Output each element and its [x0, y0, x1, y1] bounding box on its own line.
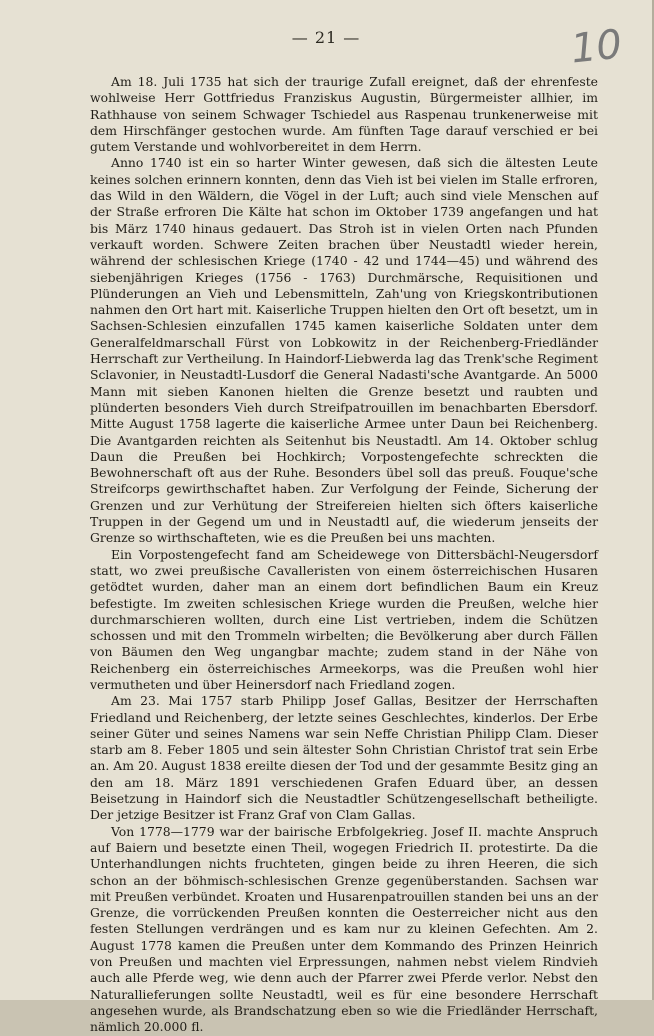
- paragraph-gallas-succession: Am 23. Mai 1757 starb Philipp Josef Gallas, Besitzer der Herrschaften Friedland und Reichenberg, der letzte seines Geschlechtes, kinderlos. Der Erbe seiner Güter und seines Namens war sein Neffe Christian Philipp Clam. Dieser starb am 8. Feber 1805 und sein ältester Sohn Christian Christof trat sein Erbe an. Am 20. August 1838 ereilte diesen der Tod und der gesammte Besitz ging an den am 18. März 1891 verschiedenen Grafen Eduard über, an dessen Beisetzung in Haindorf sich die Neustadtler Schützengesellschaft betheiligte. Der jetzige Besitzer ist Franz Graf von Clam Gallas.: [90, 693, 598, 823]
- paragraph-1735-incident: Am 18. Juli 1735 hat sich der traurige Zufall ereignet, daß der ehrenfeste wohlweise Herr Gottfriedus Franziskus Augustin, Bürgermeister allhier, im Rathhause von seinem Schwager Tschiedel aus Raspenau trunkenerweise mit dem Hirschfänger gestochen wurde. Am fünften Tage darauf verschied er bei gutem Verstande und wohlvorbereitet in dem Herrn.: [90, 74, 598, 155]
- body-text: [90, 74, 598, 1036]
- handwritten-page-annotation: 10: [568, 21, 625, 73]
- paragraph-bavarian-succession-war: Von 1778—1779 war der bairische Erbfolgekrieg. Josef II. machte Anspruch auf Baiern und besetzte einen Theil, wogegen Friedrich II. protestirte. Da die Unterhandlungen nichts fruchteten, gingen beide zu ihren Heeren, die sich schon an der böhmisch-schlesischen Grenze gegenüberstanden. Sachsen war mit Preußen verbündet. Kroaten und Husarenpatrouillen standen bei uns an der Grenze, die vorrückenden Preußen konnten die Oesterreicher nicht aus den festen Stellungen verdrängen und es kam nur zu kleinen Gefechten. Am 2. August 1778 kamen die Preußen unter dem Kommando des Prinzen Heinrich von Preußen und machten viel Erpressungen, nahmen nebst vielem Rindvieh auch alle Pferde weg, wie denn auch der Pfarrer zwei Pferde verlor. Nebst den Naturallieferungen sollte Neustadtl, weil es für eine besondere Herrschaft angesehen wurde, als Brandschatzung eben so wie die Friedländer Herrschaft, nämlich 20.000 fl.: [90, 823, 598, 1035]
- paragraph-outpost-skirmish: Ein Vorpostengefecht fand am Scheidewege von Dittersbächl-Neugersdorf statt, wo zwei preußische Cavalleristen von einem österreichischen Husaren getödtet wurden, daher man an einem dort befindlichen Baum ein Kreuz befestigte. Im zweiten schlesischen Kriege wurden die Preußen, welche hier durchmarschieren wollten, durch eine List vertrieben, indem die Schützen schossen und mit den Trommeln wirbelten; die Bevölkerung aber durch Fällen von Bäumen den Weg ungangbar machte; zudem stand in der Nähe von Reichenberg ein österreichisches Armeekorps, was die Preußen wohl hier vermutheten und über Heinersdorf nach Friedland zogen.: [90, 546, 598, 692]
- page-number: — 21 —: [291, 28, 361, 47]
- paragraph-1740-winter-and-wars: Anno 1740 ist ein so harter Winter gewesen, daß sich die ältesten Leute keines solchen erinnern konnten, denn das Vieh ist bei vielen im Stalle erfroren, das Wild in den Wäldern, die Vögel in der Luft; auch sind viele Menschen auf der Straße erfroren Die Kälte hat schon im Oktober 1739 angefangen und hat bis März 1740 hinaus gedauert. Das Stroh ist in vielen Orten nach Pfunden verkauft worden. Schwere Zeiten brachen über Neustadtl wieder herein, während der schlesischen Kriege (1740 - 42 und 1744—45) und während des siebenjährigen Krieges (1756 - 1763) Durchmärsche, Requisitionen und Plünderungen an Vieh und Lebensmitteln, Zah'ung von Kriegskontributionen nahmen den Ort hart mit. Kaiserliche Truppen hielten den Ort oft besetzt, um in Sachsen-Schlesien einzufallen 1745 kamen kaiserliche Soldaten unter dem Generalfeldmarschall Fürst von Lobkowitz in der Reichenberg-Friedländer Herrschaft zur Vertheilung. In Haindorf-Liebwerda lag das Trenk'sche Regiment Sclavonier, in Neustadtl-Lusdorf die General Nadasti'sche Avantgarde. An 5000 Mann mit sieben Kanonen hielten die Grenze besetzt und raubten und plünderten besonders Vieh durch Streifpatrouillen im benachbarten Ebersdorf. Mitte August 1758 lagerte die kaiserliche Armee unter Daun bei Reichenberg. Die Avantgarden reichten als Seitenhut bis Neustadtl. Am 14. Oktober schlug Daun die Preußen bei Hochkirch; Vorpostengefechte schreckten die Bewohnerschaft oft aus der Ruhe. Besonders übel soll das preuß. Fouque'sche Streifcorps gewirthschaftet haben. Zur Verfolgung der Feinde, Sicherung der Grenzen und zur Verhütung der Streifereien hielten sich öfters kaiserliche Truppen in der Gegend um und in Neustadtl auf, die wiederum jenseits der Grenze so wirthschafteten, wie es die Preußen bei uns machten.: [90, 155, 598, 546]
